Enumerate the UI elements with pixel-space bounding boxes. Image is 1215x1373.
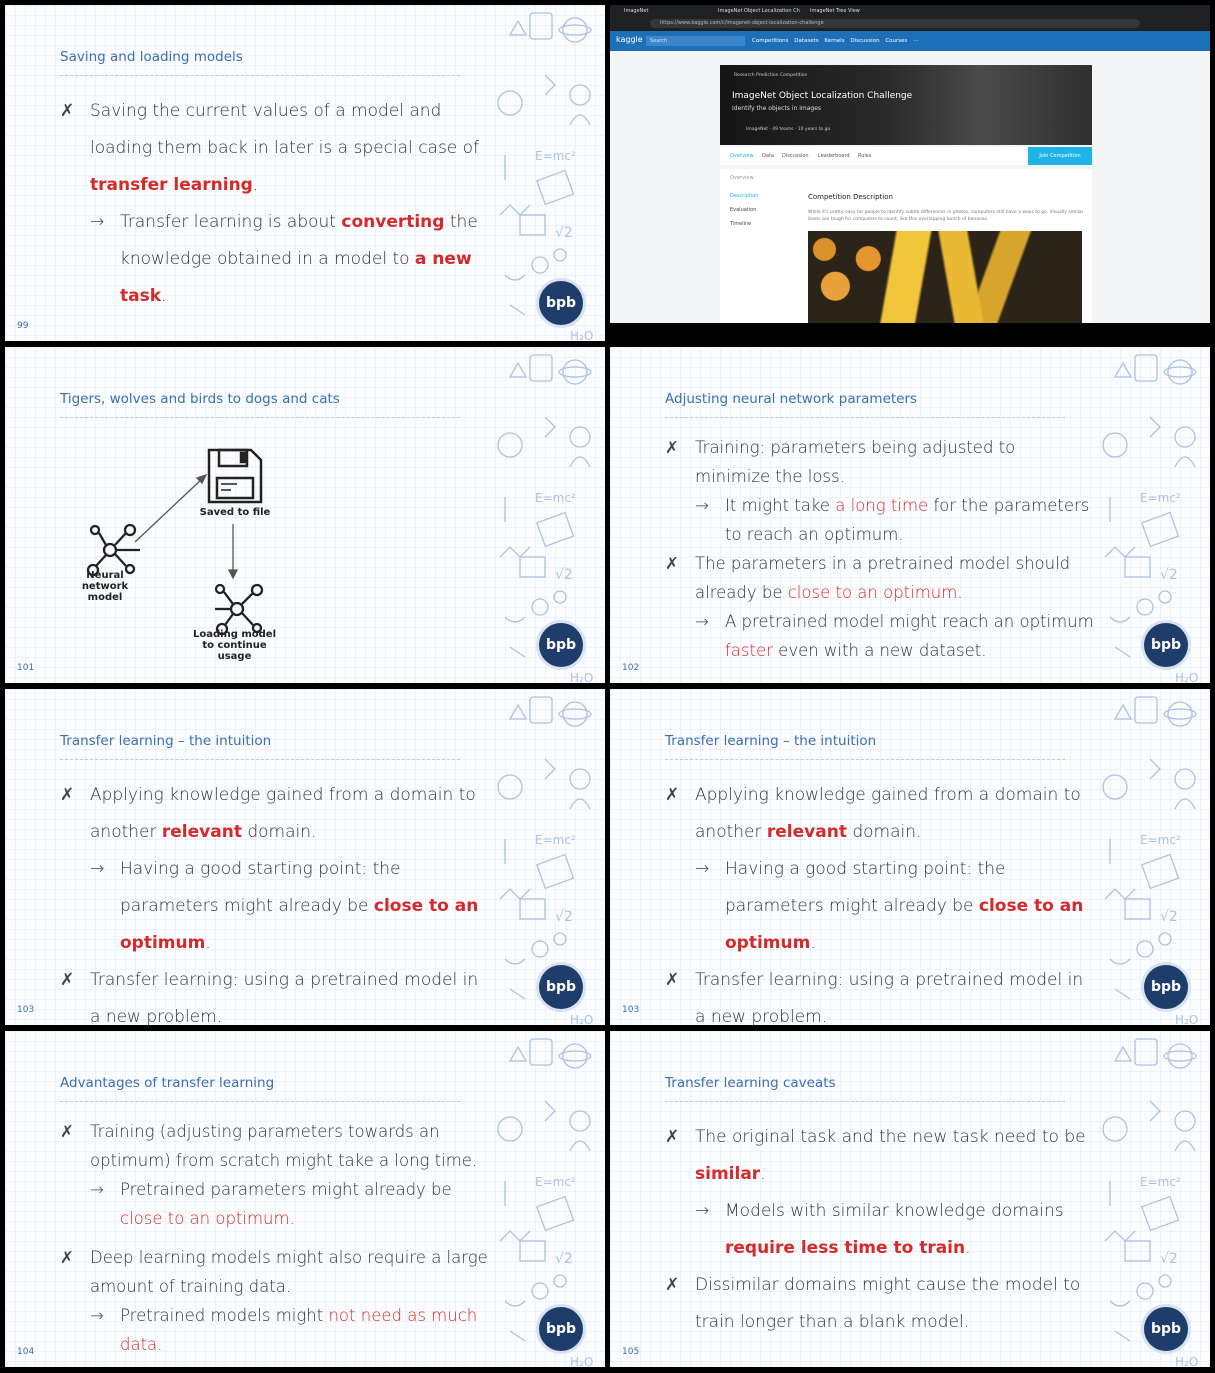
title-divider	[665, 759, 1065, 760]
label-saved-to-file: Saved to file	[199, 507, 271, 518]
sidebar-item-evaluation[interactable]: Evaluation	[730, 207, 757, 213]
svg-text:E=mc²: E=mc²	[535, 491, 576, 505]
bpb-logo: bpb	[539, 281, 583, 325]
transfer-diagram	[65, 442, 295, 657]
page-number: 103	[622, 1005, 640, 1015]
sub-bullet-text	[120, 1301, 490, 1359]
sub-bullet-text	[120, 1175, 490, 1233]
bullet	[60, 93, 490, 204]
x-bullet-icon: ✗	[60, 1122, 74, 1141]
page-number: 105	[622, 1347, 640, 1357]
svg-text:√2: √2	[1160, 567, 1178, 583]
tab-discussion[interactable]: Discussion	[782, 153, 809, 159]
slide-body	[665, 433, 1095, 665]
bullet	[665, 433, 1095, 491]
svg-text:E=mc²: E=mc²	[1140, 833, 1181, 847]
svg-text:√2: √2	[555, 909, 573, 925]
slide-101	[5, 347, 605, 683]
highlight: close to an optimum.	[120, 1209, 295, 1228]
page-number: 101	[17, 663, 35, 673]
svg-text:√2: √2	[555, 1251, 573, 1267]
svg-text:H₂O: H₂O	[1175, 671, 1199, 683]
x-bullet-icon: ✗	[665, 1275, 680, 1295]
text: .	[252, 175, 259, 195]
bullet-text	[695, 1119, 1095, 1193]
svg-text:H₂O: H₂O	[570, 1013, 594, 1025]
slide-103	[5, 689, 605, 1025]
arrow-right-icon: →	[90, 1180, 104, 1199]
bullet	[665, 777, 1095, 851]
bullet-text: Deep learning models might also require a large amount of training data.	[90, 1248, 488, 1296]
slide-body	[665, 777, 1095, 1025]
slide-104	[5, 1031, 605, 1367]
svg-text:H₂O: H₂O	[570, 671, 594, 683]
arrow-right-icon: →	[90, 1306, 104, 1325]
text: domain.	[846, 822, 922, 842]
text: .	[957, 583, 963, 602]
tab-rules[interactable]: Rules	[858, 153, 872, 159]
x-bullet-icon: ✗	[665, 970, 680, 990]
sub-bullet	[90, 1175, 490, 1233]
slide-title: Advantages of transfer learning	[60, 1075, 275, 1091]
browser-chrome	[610, 5, 1210, 29]
description-text: While it's pretty easy for people to identify subtle differences in photos, computers still have a ways to go. Visually similar items are tough for computers to count, like this overlapping bunch of bananas.	[808, 210, 1084, 222]
highlight: not need as much data	[120, 1306, 478, 1354]
neural-network-icon	[215, 585, 262, 634]
address-bar[interactable]: https://www.kaggle.com/c/imagenet-object-localization-challenge	[650, 19, 1140, 28]
page-number: 102	[622, 663, 640, 673]
bullet-text	[90, 777, 490, 851]
slide-kaggle-screenshot	[610, 5, 1210, 341]
svg-text:H₂O: H₂O	[1175, 1355, 1199, 1367]
x-bullet-icon: ✗	[60, 1248, 74, 1267]
svg-text:E=mc²: E=mc²	[535, 1175, 576, 1189]
highlight: close to an optimum	[787, 583, 958, 602]
svg-text:√2: √2	[555, 567, 573, 583]
sub-bullet-text	[725, 1193, 1095, 1267]
slide-103-duplicate	[610, 689, 1210, 1025]
text: .	[810, 933, 816, 953]
bullet	[665, 962, 1095, 1025]
highlight: faster	[725, 641, 773, 660]
bpb-logo: bpb	[539, 965, 583, 1009]
kaggle-page	[610, 51, 1210, 323]
floppy-disk-icon	[209, 450, 261, 502]
x-bullet-icon: ✗	[60, 970, 75, 990]
browser-tab[interactable]: ImageNet Tree View	[810, 8, 860, 14]
x-bullet-icon: ✗	[665, 438, 679, 457]
sub-bullet	[695, 1193, 1095, 1267]
highlight: transfer learning	[90, 175, 253, 195]
text: A pretrained model might reach an optimum	[725, 612, 1094, 631]
slide-body	[665, 1119, 1095, 1341]
highlight: relevant	[766, 822, 847, 842]
sidebar-item-description[interactable]: Description	[730, 193, 759, 199]
text: Models with similar knowledge domains	[725, 1201, 1064, 1221]
text: Transfer learning is about	[120, 212, 342, 232]
arrow-right-icon: →	[90, 859, 105, 879]
svg-text:E=mc²: E=mc²	[535, 833, 576, 847]
bullet	[60, 777, 490, 851]
title-divider	[60, 75, 460, 76]
bullet-text: Training (adjusting parameters towards an optimum) from scratch might take a long time.	[90, 1122, 478, 1170]
bpb-logo: bpb	[1144, 623, 1188, 667]
competition-banner	[720, 65, 1092, 145]
highlight: a new task	[120, 249, 472, 306]
sub-bullet	[90, 1301, 490, 1359]
bpb-logo: bpb	[539, 623, 583, 667]
svg-text:H₂O: H₂O	[570, 1355, 594, 1367]
sidebar-item-timeline[interactable]: Timeline	[730, 221, 752, 227]
browser-tab[interactable]: ImageNet Object Localization Ch	[718, 8, 800, 14]
bullet-text: Training: parameters being adjusted to minimize the loss.	[695, 438, 1016, 486]
text: for the parameters to reach an optimum.	[725, 496, 1090, 544]
text: .	[760, 1164, 766, 1184]
bpb-logo: bpb	[1144, 1307, 1188, 1351]
arrow-right-icon: →	[695, 496, 709, 515]
slide-99	[5, 5, 605, 341]
sub-bullet-text	[120, 851, 490, 962]
bpb-logo: bpb	[539, 1307, 583, 1351]
title-divider	[60, 417, 460, 418]
x-bullet-icon: ✗	[665, 554, 679, 573]
text: .	[205, 933, 211, 953]
text: .	[161, 286, 167, 306]
sub-bullet	[695, 851, 1095, 962]
slide-title: Transfer learning caveats	[665, 1075, 836, 1091]
slide-body	[60, 1117, 490, 1359]
text: Saving the current values of a model and loading them back in later is a special case of	[90, 101, 480, 158]
tab-overview[interactable]: Overview	[730, 153, 754, 159]
overview-label: Overview	[730, 175, 754, 181]
bananas-image	[808, 231, 1082, 323]
x-bullet-icon: ✗	[60, 101, 75, 121]
highlight: converting	[341, 212, 445, 232]
text: domain.	[241, 822, 317, 842]
bullet	[665, 1119, 1095, 1193]
arrow-right-icon: →	[695, 859, 710, 879]
arrow-right-icon: →	[695, 612, 709, 631]
competition-subtitle: Identify the objects in images	[732, 105, 822, 112]
arrow-right-icon: →	[695, 1201, 710, 1221]
text: Having a good starting point: the parameters might already be	[120, 859, 401, 916]
bullet-text: Transfer learning: using a pretrained model in a new problem.	[90, 970, 479, 1025]
sub-bullet	[695, 607, 1095, 665]
bullet	[60, 1243, 490, 1301]
svg-text:E=mc²: E=mc²	[1140, 1175, 1181, 1189]
x-bullet-icon: ✗	[665, 1127, 680, 1147]
text: Pretrained models might	[120, 1306, 329, 1325]
text: Applying knowledge gained from a domain to another	[90, 785, 476, 842]
arrow-right-icon: →	[90, 212, 105, 232]
bullet-text: Transfer learning: using a pretrained model in a new problem.	[695, 970, 1084, 1025]
search-input[interactable]: Search	[646, 36, 745, 46]
sub-bullet-text	[725, 491, 1095, 549]
svg-text:H₂O: H₂O	[1175, 1013, 1199, 1025]
page-number: 104	[17, 1347, 35, 1357]
tab-leaderboard[interactable]: Leaderboard	[818, 153, 850, 159]
bullet	[60, 1117, 490, 1175]
text: .	[157, 1335, 163, 1354]
kaggle-navbar	[610, 31, 1210, 51]
highlight: a long time	[835, 496, 929, 515]
bullet	[60, 962, 490, 1025]
title-divider	[60, 759, 460, 760]
text: It might take	[725, 496, 836, 515]
highlight: close to an optimum	[725, 896, 1084, 953]
title-divider	[665, 417, 1065, 418]
text: Having a good starting point: the parameters might already be	[725, 859, 1006, 916]
competition-tabs	[720, 147, 1092, 165]
slide-102	[610, 347, 1210, 683]
sub-bullet-text	[725, 851, 1095, 962]
x-bullet-icon: ✗	[60, 785, 75, 805]
player-bar	[610, 323, 1210, 341]
bullet-text	[695, 549, 1095, 607]
bullet-text	[695, 777, 1095, 851]
kaggle-logo[interactable]: kaggle	[616, 35, 643, 44]
bpb-logo: bpb	[1144, 965, 1188, 1009]
label-neural-network-model: Neural network model	[81, 570, 129, 603]
sub-bullet	[90, 851, 490, 962]
sub-bullet	[90, 204, 490, 315]
slide-title: Transfer learning – the intuition	[665, 733, 877, 749]
competition-content	[720, 169, 1092, 323]
neural-network-icon	[88, 525, 140, 575]
svg-text:√2: √2	[1160, 1251, 1178, 1267]
slide-title: Adjusting neural network parameters	[665, 391, 918, 407]
svg-text:√2: √2	[1160, 909, 1178, 925]
slide-105	[610, 1031, 1210, 1367]
text: The parameters in a pretrained model should already be	[695, 554, 1071, 602]
tab-data[interactable]: Data	[762, 153, 774, 159]
bullet-text: Dissimilar domains might cause the model to train longer than a blank model.	[695, 1275, 1081, 1332]
bullet	[665, 549, 1095, 607]
text: Applying knowledge gained from a domain to another	[695, 785, 1081, 842]
competition-meta: ImageNet · 49 teams · 10 years to go	[746, 127, 831, 132]
svg-text:E=mc²: E=mc²	[1140, 491, 1181, 505]
highlight: relevant	[161, 822, 242, 842]
svg-text:E=mc²: E=mc²	[535, 149, 576, 163]
highlight: require less time to train	[725, 1238, 966, 1258]
slide-body	[60, 93, 490, 315]
highlight: similar	[695, 1164, 761, 1184]
highlight: close to an optimum	[120, 896, 479, 953]
text: Pretrained parameters might already be	[120, 1180, 452, 1199]
bullet	[665, 1267, 1095, 1341]
svg-text:H₂O: H₂O	[570, 329, 594, 341]
sub-bullet-text	[120, 204, 490, 315]
description-title: Competition Description	[808, 193, 893, 201]
x-bullet-icon: ✗	[665, 785, 680, 805]
page-number: 103	[17, 1005, 35, 1015]
slide-body	[60, 777, 490, 1025]
slide-title: Tigers, wolves and birds to dogs and cats	[60, 391, 340, 407]
join-competition-button[interactable]: Join Competition	[1028, 147, 1092, 165]
sub-bullet	[695, 491, 1095, 549]
sub-bullet-text	[725, 607, 1095, 665]
text: the knowledge obtained in a model to	[120, 212, 478, 269]
title-divider	[665, 1101, 1065, 1102]
bullet-text	[90, 93, 490, 204]
label-loading-model: Loading model to continue usage	[193, 629, 276, 662]
nav-menu[interactable]: Competitions Datasets Kernels Discussion Courses ⋯	[752, 38, 919, 44]
text: even with a new dataset.	[772, 641, 987, 660]
slide-title: Saving and loading models	[60, 49, 243, 65]
browser-tab[interactable]: ImageNet	[624, 8, 649, 14]
competition-title: ImageNet Object Localization Challenge	[732, 91, 913, 101]
text: .	[965, 1238, 971, 1258]
title-divider	[60, 1101, 460, 1102]
slide-title: Transfer learning – the intuition	[60, 733, 272, 749]
svg-text:√2: √2	[555, 225, 573, 241]
page-number: 99	[17, 321, 29, 331]
competition-type: Research Prediction Competition	[734, 73, 808, 78]
text: The original task and the new task need to be	[695, 1127, 1086, 1147]
